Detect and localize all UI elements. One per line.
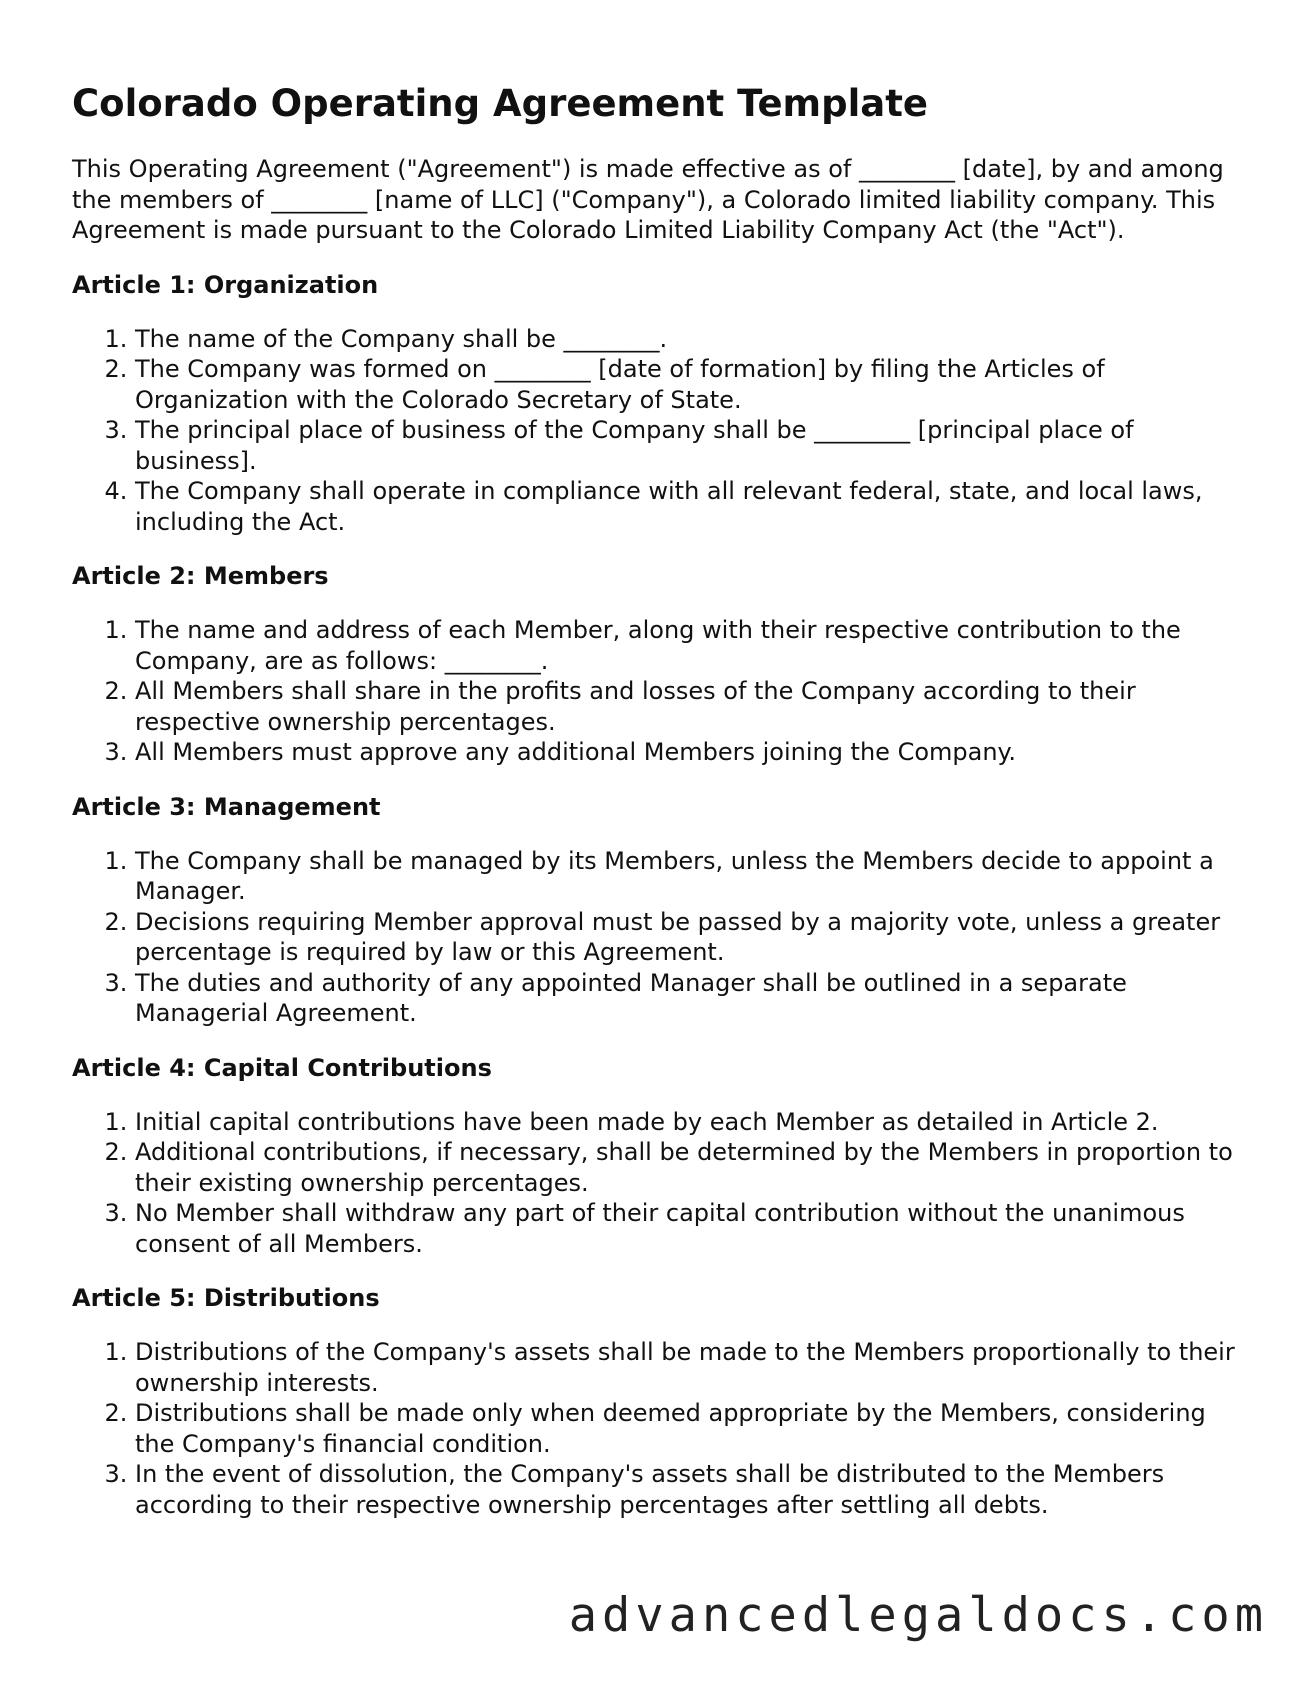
- article-heading: Article 1: Organization: [72, 270, 379, 299]
- list-item: 3. No Member shall withdraw any part of their capital contribution without the unanimous consent of all Members.: [135, 1198, 1242, 1259]
- list-item: 3. In the event of dissolution, the Company's assets shall be distributed to the Members according to their respective ownership percentages after settling all debts.: [135, 1459, 1242, 1520]
- article-list: [72, 1107, 1242, 1260]
- document-title: Colorado Operating Agreement Template: [72, 82, 929, 125]
- list-item: 2. All Members shall share in the profits and losses of the Company according to their respective ownership percentages.: [135, 676, 1242, 737]
- list-item: 1. The name of the Company shall be ________.: [135, 324, 1242, 355]
- list-item: 4. The Company shall operate in compliance with all relevant federal, state, and local laws, including the Act.: [135, 476, 1242, 537]
- list-item: 1. The name and address of each Member, along with their respective contribution to the Company, are as follows: ________.: [135, 615, 1242, 676]
- article-list: [72, 615, 1242, 768]
- intro-paragraph: This Operating Agreement ("Agreement") is made effective as of ________ [date], by and among the members of ________ [name of LLC] ("Company"), a Colorado limited liability company. This Agreement is made pursuant to the Colorado Limited Liability Company Act (the "Act").: [72, 155, 1224, 244]
- article-heading: Article 4: Capital Contributions: [72, 1053, 492, 1082]
- list-item: 2. The Company was formed on ________ [date of formation] by filing the Articles of Organization with the Colorado Secretary of State.: [135, 354, 1242, 415]
- list-item: 1. Initial capital contributions have been made by each Member as detailed in Article 2.: [135, 1107, 1242, 1138]
- list-item: 2. Additional contributions, if necessary, shall be determined by the Members in proportion to their existing ownership percentages.: [135, 1137, 1242, 1198]
- article-members: [72, 561, 1242, 768]
- document-page: [72, 80, 1242, 1544]
- article-organization: [72, 270, 1242, 538]
- article-heading: Article 5: Distributions: [72, 1284, 380, 1312]
- article-distributions: [72, 1283, 1242, 1520]
- article-heading: Article 2: Members: [72, 562, 329, 590]
- article-list: [72, 1337, 1242, 1520]
- list-item: 3. All Members must approve any additional Members joining the Company.: [135, 737, 1242, 768]
- list-item: 3. The duties and authority of any appointed Manager shall be outlined in a separate Managerial Agreement.: [135, 968, 1242, 1029]
- article-list: [72, 846, 1242, 1029]
- watermark-text: advancedlegaldocs.com: [568, 1588, 1268, 1643]
- article-heading: Article 3: Management: [72, 792, 381, 821]
- list-item: 3. The principal place of business of the Company shall be ________ [principal place of business].: [135, 415, 1242, 476]
- list-item: 2. Distributions shall be made only when deemed appropriate by the Members, considering the Company's financial condition.: [135, 1398, 1242, 1459]
- list-item: 1. Distributions of the Company's assets shall be made to the Members proportionally to their ownership interests.: [135, 1337, 1242, 1398]
- article-capital-contributions: [72, 1053, 1242, 1260]
- list-item: 2. Decisions requiring Member approval must be passed by a majority vote, unless a greater percentage is required by law or this Agreement.: [135, 907, 1242, 968]
- article-management: [72, 792, 1242, 1029]
- article-list: [72, 324, 1242, 538]
- list-item: 1. The Company shall be managed by its Members, unless the Members decide to appoint a Manager.: [135, 846, 1242, 907]
